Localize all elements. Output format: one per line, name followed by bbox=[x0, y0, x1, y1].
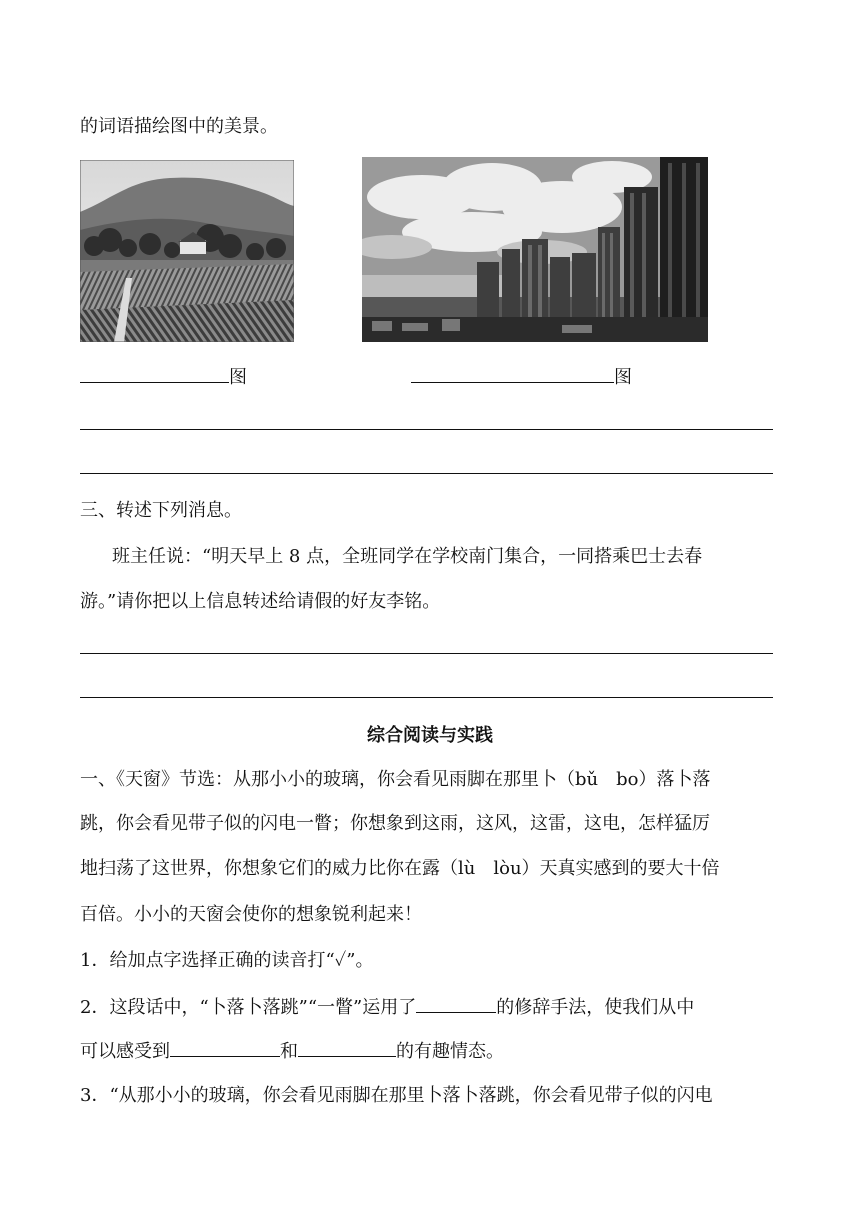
relay-answer-line-1[interactable] bbox=[80, 653, 773, 654]
question-2-text-b: 的修辞手法，使我们从中 bbox=[496, 997, 695, 1018]
reading-line-1: 一、《天窗》节选：从那小小的玻璃，你会看见雨脚在那里卜（bǔ bo）落卜落 bbox=[80, 769, 711, 790]
feeling-blank-2[interactable] bbox=[298, 1038, 396, 1057]
intro-tail-text: 的词语描绘图中的美景。 bbox=[80, 116, 278, 137]
reading-line-2: 跳，你会看见带子似的闪电一瞥；你想象到这雨，这风，这雷，这电，怎样猛厉 bbox=[80, 813, 710, 834]
question-2-text-e: 的有趣情态。 bbox=[396, 1041, 504, 1062]
city-caption-suffix: 图 bbox=[614, 367, 632, 388]
countryside-photo bbox=[80, 160, 294, 342]
question-3: 3．“从那小小的玻璃，你会看见雨脚在那里卜落卜落跳，你会看见带子似的闪电 bbox=[80, 1085, 713, 1106]
countryside-name-blank[interactable] bbox=[80, 364, 229, 383]
city-photo bbox=[362, 157, 708, 342]
relay-answer-line-2[interactable] bbox=[80, 697, 773, 698]
rhetoric-blank[interactable] bbox=[416, 994, 496, 1013]
city-caption bbox=[411, 364, 632, 391]
question-1: 1．给加点字选择正确的读音打“✓”。 bbox=[80, 950, 374, 971]
feeling-blank-1[interactable] bbox=[170, 1038, 280, 1057]
question-2-text-c: 可以感受到 bbox=[80, 1041, 170, 1062]
section3-heading: 三、转述下列消息。 bbox=[80, 500, 242, 521]
reading-line-3: 地扫荡了这世界，你想象它们的威力比你在露（lù lòu）天真实感到的要大十倍 bbox=[80, 858, 720, 879]
section3-paragraph-line-2: 游。”请你把以上信息转述给请假的好友李铭。 bbox=[80, 591, 441, 612]
reading-line-4: 百倍。小小的天窗会使你的想象锐利起来！ bbox=[80, 904, 422, 925]
section3-paragraph-line-1: 班主任说：“明天早上 8 点，全班同学在学校南门集合，一同搭乘巴士去春 bbox=[112, 546, 703, 567]
description-answer-line-2[interactable] bbox=[80, 473, 773, 474]
question-2 bbox=[80, 994, 694, 1021]
question-2-text-a: 2．这段话中，“卜落卜落跳”“一瞥”运用了 bbox=[80, 997, 417, 1018]
city-name-blank[interactable] bbox=[411, 364, 614, 383]
countryside-caption-suffix: 图 bbox=[229, 367, 247, 388]
question-2-continued bbox=[80, 1038, 504, 1065]
question-2-text-d: 和 bbox=[280, 1041, 298, 1062]
description-answer-line-1[interactable] bbox=[80, 429, 773, 430]
section-title: 综合阅读与实践 bbox=[367, 725, 493, 746]
countryside-caption bbox=[80, 364, 247, 391]
